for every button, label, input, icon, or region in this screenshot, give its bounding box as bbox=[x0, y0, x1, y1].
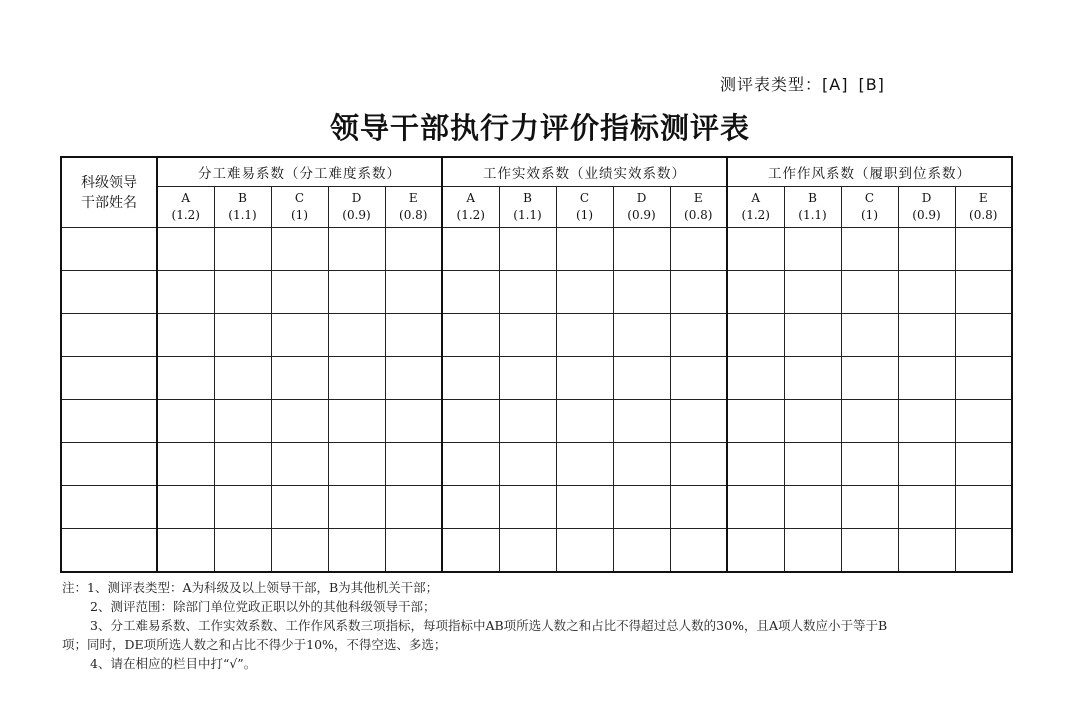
rating-cell[interactable] bbox=[328, 529, 385, 573]
rating-cell[interactable] bbox=[442, 357, 499, 400]
rating-cell[interactable] bbox=[271, 314, 328, 357]
grade-letter: B bbox=[523, 191, 532, 205]
grade-letter: E bbox=[693, 191, 703, 205]
rating-cell[interactable] bbox=[670, 529, 727, 573]
rating-cell[interactable] bbox=[499, 486, 556, 529]
grade-letter: D bbox=[351, 191, 362, 205]
rating-cell[interactable] bbox=[328, 486, 385, 529]
rating-cell[interactable] bbox=[157, 486, 214, 529]
rating-cell[interactable] bbox=[157, 228, 214, 271]
grade-coefficient: (1.2) bbox=[741, 208, 770, 222]
rating-cell[interactable] bbox=[442, 529, 499, 573]
grade-letter: C bbox=[294, 191, 305, 205]
grade-coefficient: (1) bbox=[576, 208, 593, 222]
rating-cell[interactable] bbox=[898, 400, 955, 443]
table-row bbox=[61, 529, 1012, 573]
rating-cell[interactable] bbox=[328, 357, 385, 400]
rating-cell[interactable] bbox=[499, 443, 556, 486]
rating-cell[interactable] bbox=[328, 271, 385, 314]
name-header-line1: 科级领导 bbox=[81, 174, 137, 191]
rating-cell[interactable] bbox=[157, 314, 214, 357]
rating-cell[interactable] bbox=[214, 228, 271, 271]
group-header-effectiveness: 工作实效系数（业绩实效系数） bbox=[442, 157, 727, 187]
rating-cell[interactable] bbox=[841, 357, 898, 400]
rating-cell[interactable] bbox=[613, 529, 670, 573]
rating-cell[interactable] bbox=[670, 357, 727, 400]
rating-cell[interactable] bbox=[841, 400, 898, 443]
rating-cell[interactable] bbox=[955, 314, 1012, 357]
grade-letter: D bbox=[921, 191, 932, 205]
rating-cell[interactable] bbox=[385, 314, 442, 357]
grade-header-cell bbox=[955, 187, 1012, 228]
name-cell[interactable] bbox=[61, 271, 157, 314]
name-cell[interactable] bbox=[61, 486, 157, 529]
rating-cell[interactable] bbox=[442, 228, 499, 271]
rating-cell[interactable] bbox=[898, 357, 955, 400]
rating-cell[interactable] bbox=[328, 443, 385, 486]
rating-cell[interactable] bbox=[328, 228, 385, 271]
name-cell[interactable] bbox=[61, 529, 157, 573]
rating-cell[interactable] bbox=[670, 228, 727, 271]
grade-header-cell bbox=[613, 187, 670, 228]
rating-cell[interactable] bbox=[727, 228, 784, 271]
grade-header-row bbox=[61, 187, 1012, 228]
grade-coefficient: (0.9) bbox=[627, 208, 656, 222]
rating-cell[interactable] bbox=[784, 357, 841, 400]
rating-cell[interactable] bbox=[499, 529, 556, 573]
rating-cell[interactable] bbox=[442, 443, 499, 486]
rating-cell[interactable] bbox=[955, 228, 1012, 271]
grade-coefficient: (1) bbox=[861, 208, 878, 222]
grade-letter: A bbox=[751, 191, 761, 205]
rating-cell[interactable] bbox=[955, 443, 1012, 486]
rating-cell[interactable] bbox=[157, 443, 214, 486]
grade-letter: E bbox=[408, 191, 418, 205]
grade-letter: D bbox=[636, 191, 647, 205]
rating-cell[interactable] bbox=[271, 357, 328, 400]
rating-cell[interactable] bbox=[214, 400, 271, 443]
name-column-header bbox=[61, 157, 157, 228]
grade-coefficient: (0.9) bbox=[912, 208, 941, 222]
rating-cell[interactable] bbox=[898, 314, 955, 357]
rating-cell[interactable] bbox=[271, 443, 328, 486]
rating-cell[interactable] bbox=[556, 443, 613, 486]
rating-cell[interactable] bbox=[727, 486, 784, 529]
rating-cell[interactable] bbox=[727, 271, 784, 314]
rating-cell[interactable] bbox=[271, 228, 328, 271]
grade-coefficient: (1) bbox=[291, 208, 308, 222]
rating-cell[interactable] bbox=[328, 400, 385, 443]
rating-cell[interactable] bbox=[442, 400, 499, 443]
rating-cell[interactable] bbox=[955, 529, 1012, 573]
name-cell[interactable] bbox=[61, 357, 157, 400]
rating-cell[interactable] bbox=[841, 529, 898, 573]
table-row bbox=[61, 228, 1012, 271]
rating-cell[interactable] bbox=[385, 443, 442, 486]
rating-cell[interactable] bbox=[214, 443, 271, 486]
grade-header-cell bbox=[499, 187, 556, 228]
rating-cell[interactable] bbox=[841, 443, 898, 486]
group-header-style: 工作作风系数（履职到位系数） bbox=[727, 157, 1012, 187]
grade-letter: C bbox=[864, 191, 875, 205]
rating-cell[interactable] bbox=[613, 486, 670, 529]
rating-cell[interactable] bbox=[271, 529, 328, 573]
rating-cell[interactable] bbox=[556, 228, 613, 271]
rating-cell[interactable] bbox=[955, 400, 1012, 443]
rating-cell[interactable] bbox=[784, 228, 841, 271]
grade-header-cell bbox=[784, 187, 841, 228]
grade-header-cell bbox=[442, 187, 499, 228]
grade-letter: C bbox=[579, 191, 590, 205]
note-2: 2、测评范围：除部门单位党政正职以外的其他科级领导干部； bbox=[90, 599, 436, 614]
rating-cell[interactable] bbox=[841, 486, 898, 529]
rating-cell[interactable] bbox=[442, 271, 499, 314]
grade-coefficient: (1.1) bbox=[228, 208, 257, 222]
grade-coefficient: (1.1) bbox=[513, 208, 542, 222]
rating-cell[interactable] bbox=[784, 486, 841, 529]
rating-cell[interactable] bbox=[727, 357, 784, 400]
rating-cell[interactable] bbox=[499, 314, 556, 357]
rating-cell[interactable] bbox=[784, 443, 841, 486]
rating-cell[interactable] bbox=[613, 443, 670, 486]
rating-cell[interactable] bbox=[271, 400, 328, 443]
table-row bbox=[61, 271, 1012, 314]
rating-cell[interactable] bbox=[157, 271, 214, 314]
rating-cell[interactable] bbox=[727, 443, 784, 486]
grade-letter: B bbox=[808, 191, 817, 205]
rating-cell[interactable] bbox=[784, 529, 841, 573]
grade-header-cell bbox=[841, 187, 898, 228]
note-3-continued: 项；同时，DE项所选人数之和占比不得少于10%，不得空选、多选； bbox=[62, 637, 447, 652]
form-type-option-b[interactable]: [B] bbox=[858, 75, 885, 94]
rating-cell[interactable] bbox=[955, 271, 1012, 314]
rating-cell[interactable] bbox=[670, 314, 727, 357]
grade-letter: B bbox=[238, 191, 247, 205]
grade-header-cell bbox=[328, 187, 385, 228]
table-row bbox=[61, 400, 1012, 443]
rating-cell[interactable] bbox=[727, 314, 784, 357]
note-4: 4、请在相应的栏目中打“√”。 bbox=[90, 656, 257, 671]
rating-cell[interactable] bbox=[214, 271, 271, 314]
rating-cell[interactable] bbox=[898, 228, 955, 271]
rating-cell[interactable] bbox=[556, 314, 613, 357]
rating-cell[interactable] bbox=[214, 314, 271, 357]
rating-cell[interactable] bbox=[556, 529, 613, 573]
grade-coefficient: (0.8) bbox=[399, 208, 428, 222]
rating-cell[interactable] bbox=[670, 271, 727, 314]
grade-coefficient: (1.2) bbox=[171, 208, 200, 222]
rating-cell[interactable] bbox=[727, 529, 784, 573]
rating-cell[interactable] bbox=[271, 271, 328, 314]
name-cell[interactable] bbox=[61, 228, 157, 271]
rating-cell[interactable] bbox=[841, 314, 898, 357]
table-row bbox=[61, 443, 1012, 486]
rating-cell[interactable] bbox=[727, 400, 784, 443]
name-cell[interactable] bbox=[61, 400, 157, 443]
rating-cell[interactable] bbox=[613, 228, 670, 271]
rating-cell[interactable] bbox=[157, 400, 214, 443]
rating-cell[interactable] bbox=[670, 486, 727, 529]
rating-cell[interactable] bbox=[670, 400, 727, 443]
rating-cell[interactable] bbox=[385, 228, 442, 271]
rating-cell[interactable] bbox=[670, 443, 727, 486]
name-cell[interactable] bbox=[61, 314, 157, 357]
grade-coefficient: (0.9) bbox=[342, 208, 371, 222]
rating-cell[interactable] bbox=[328, 314, 385, 357]
rating-cell[interactable] bbox=[499, 271, 556, 314]
rating-cell[interactable] bbox=[214, 529, 271, 573]
grade-header-cell bbox=[898, 187, 955, 228]
rating-cell[interactable] bbox=[556, 400, 613, 443]
rating-cell[interactable] bbox=[613, 357, 670, 400]
grade-coefficient: (1.1) bbox=[798, 208, 827, 222]
rating-cell[interactable] bbox=[214, 357, 271, 400]
rating-cell[interactable] bbox=[499, 400, 556, 443]
table-row bbox=[61, 357, 1012, 400]
name-cell[interactable] bbox=[61, 443, 157, 486]
rating-cell[interactable] bbox=[841, 228, 898, 271]
rating-cell[interactable] bbox=[214, 486, 271, 529]
table-row bbox=[61, 486, 1012, 529]
rating-cell[interactable] bbox=[442, 314, 499, 357]
form-type-label: 测评表类型： bbox=[720, 75, 823, 94]
grade-coefficient: (1.2) bbox=[456, 208, 485, 222]
grade-letter: A bbox=[466, 191, 476, 205]
grade-header-cell bbox=[385, 187, 442, 228]
rating-cell[interactable] bbox=[556, 271, 613, 314]
group-header-division: 分工难易系数（分工难度系数） bbox=[157, 157, 442, 187]
rating-cell[interactable] bbox=[499, 228, 556, 271]
name-header-line2: 干部姓名 bbox=[81, 194, 137, 211]
rating-cell[interactable] bbox=[784, 314, 841, 357]
table-body bbox=[61, 228, 1012, 573]
rating-cell[interactable] bbox=[157, 529, 214, 573]
rating-cell[interactable] bbox=[613, 400, 670, 443]
rating-cell[interactable] bbox=[385, 357, 442, 400]
rating-cell[interactable] bbox=[898, 443, 955, 486]
notes-section bbox=[62, 578, 1014, 673]
rating-cell[interactable] bbox=[784, 271, 841, 314]
grade-letter: E bbox=[978, 191, 988, 205]
rating-cell[interactable] bbox=[157, 357, 214, 400]
rating-cell[interactable] bbox=[385, 529, 442, 573]
rating-cell[interactable] bbox=[955, 357, 1012, 400]
grade-header-cell bbox=[556, 187, 613, 228]
grade-coefficient: (0.8) bbox=[969, 208, 998, 222]
grade-header-cell bbox=[271, 187, 328, 228]
grade-header-cell bbox=[727, 187, 784, 228]
rating-cell[interactable] bbox=[385, 486, 442, 529]
rating-cell[interactable] bbox=[556, 357, 613, 400]
form-type-option-a[interactable]: [A] bbox=[822, 75, 849, 94]
form-type-line bbox=[720, 72, 980, 95]
evaluation-table bbox=[60, 156, 1013, 573]
note-3: 3、分工难易系数、工作实效系数、工作作风系数三项指标，每项指标中AB项所选人数之和占比不得超过总人数的30%，且A项人数应小于等于B bbox=[90, 618, 888, 633]
rating-cell[interactable] bbox=[898, 486, 955, 529]
grade-letter: A bbox=[181, 191, 191, 205]
grade-header-cell bbox=[670, 187, 727, 228]
grade-coefficient: (0.8) bbox=[684, 208, 713, 222]
rating-cell[interactable] bbox=[898, 529, 955, 573]
rating-cell[interactable] bbox=[841, 271, 898, 314]
grade-header-cell bbox=[157, 187, 214, 228]
rating-cell[interactable] bbox=[385, 400, 442, 443]
table-row bbox=[61, 314, 1012, 357]
rating-cell[interactable] bbox=[556, 486, 613, 529]
rating-cell[interactable] bbox=[613, 271, 670, 314]
rating-cell[interactable] bbox=[613, 314, 670, 357]
rating-cell[interactable] bbox=[499, 357, 556, 400]
rating-cell[interactable] bbox=[898, 271, 955, 314]
page-title: 领导干部执行力评价指标测评表 bbox=[329, 111, 750, 145]
grade-header-cell bbox=[214, 187, 271, 228]
rating-cell[interactable] bbox=[784, 400, 841, 443]
rating-cell[interactable] bbox=[442, 486, 499, 529]
rating-cell[interactable] bbox=[385, 271, 442, 314]
rating-cell[interactable] bbox=[271, 486, 328, 529]
note-1: 注：1、测评表类型：A为科级及以上领导干部，B为其他机关干部； bbox=[62, 580, 439, 595]
rating-cell[interactable] bbox=[955, 486, 1012, 529]
